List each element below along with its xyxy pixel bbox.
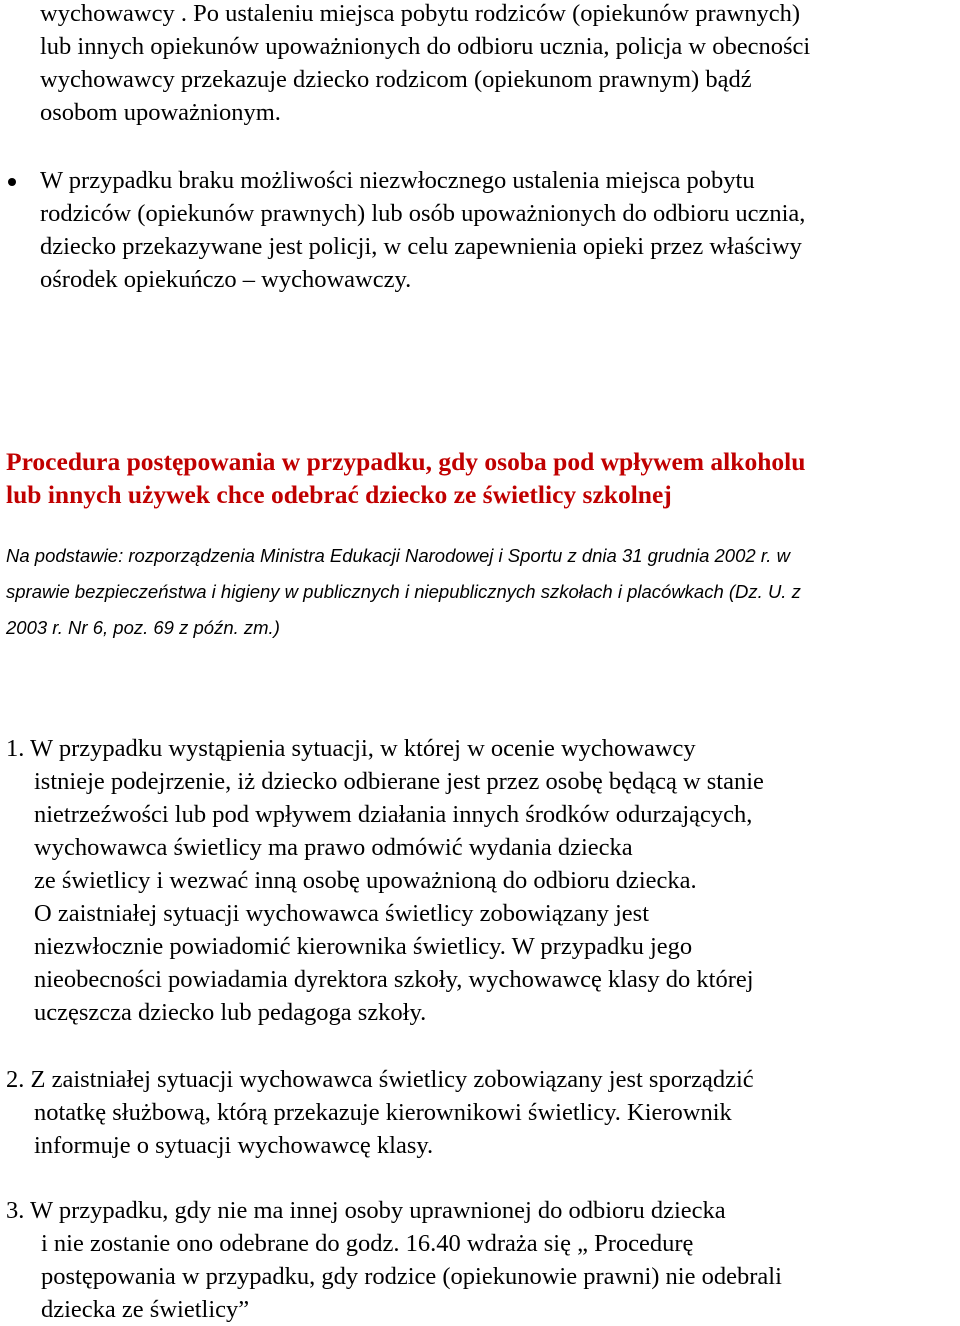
point-line: informuje o sytuacji wychowawcę klasy. [34, 1132, 434, 1159]
point-line: dziecka ze świetlicy” [41, 1296, 250, 1323]
intro-line: osobom upoważnionym. [40, 99, 281, 126]
legal-basis-line: 2003 r. Nr 6, poz. 69 z późn. zm.) [6, 617, 280, 638]
point-line: postępowania w przypadku, gdy rodzice (opiekunowie prawni) nie odebrali [41, 1263, 782, 1290]
heading-line: lub innych używek chce odebrać dziecko ze świetlicy szkolnej [6, 480, 672, 509]
point-line: uczęszcza dziecko lub pedagoga szkoły. [34, 999, 427, 1026]
intro-line: wychowawcy przekazuje dziecko rodzicom (opiekunom prawnym) bądź [40, 66, 752, 93]
bullet-line: dziecko przekazywane jest policji, w celu zapewnienia opieki przez właściwy [40, 233, 802, 260]
point-line: 2. Z zaistniałej sytuacji wychowawca świetlicy zobowiązany jest sporządzić [6, 1066, 754, 1093]
legal-basis-line: Na podstawie: rozporządzenia Ministra Edukacji Narodowej i Sportu z dnia 31 grudnia 2002 r. w [6, 545, 790, 566]
intro-line: wychowawcy . Po ustaleniu miejsca pobytu rodziców (opiekunów prawnych) [40, 0, 800, 27]
bullet-icon [8, 178, 16, 186]
point-line: niezwłocznie powiadomić kierownika świetlicy. W przypadku jego [34, 933, 693, 960]
heading-line: Procedura postępowania w przypadku, gdy osoba pod wpływem alkoholu [6, 447, 806, 476]
point-line: 1. W przypadku wystąpienia sytuacji, w której w ocenie wychowawcy [6, 735, 696, 762]
point-line: nieobecności powiadamia dyrektora szkoły, wychowawcę klasy do której [34, 966, 754, 993]
point-line: wychowawca świetlicy ma prawo odmówić wydania dziecka [34, 834, 633, 861]
legal-basis-line: sprawie bezpieczeństwa i higieny w publicznych i niepublicznych szkołach i placówkach (Dz. U. z [6, 581, 801, 602]
point-line: O zaistniałej sytuacji wychowawca świetlicy zobowiązany jest [34, 900, 650, 927]
point-line: notatkę służbową, którą przekazuje kierownikowi świetlicy. Kierownik [34, 1099, 732, 1126]
bullet-line: W przypadku braku możliwości niezwłocznego ustalenia miejsca pobytu [40, 167, 755, 194]
point-line: i nie zostanie ono odebrane do godz. 16.40 wdraża się „ Procedurę [41, 1230, 694, 1257]
bullet-line: ośrodek opiekuńczo – wychowawczy. [40, 266, 412, 293]
bullet-line: rodziców (opiekunów prawnych) lub osób upoważnionych do odbioru ucznia, [40, 200, 806, 227]
point-line: ze świetlicy i wezwać inną osobę upoważnioną do odbioru dziecka. [34, 867, 697, 894]
point-line: istnieje podejrzenie, iż dziecko odbierane jest przez osobę będącą w stanie [34, 768, 764, 795]
point-line: nietrzeźwości lub pod wpływem działania innych środków odurzających, [34, 801, 753, 828]
intro-line: lub innych opiekunów upoważnionych do odbioru ucznia, policja w obecności [40, 33, 811, 60]
point-line: 3. W przypadku, gdy nie ma innej osoby uprawnionej do odbioru dziecka [6, 1197, 726, 1224]
